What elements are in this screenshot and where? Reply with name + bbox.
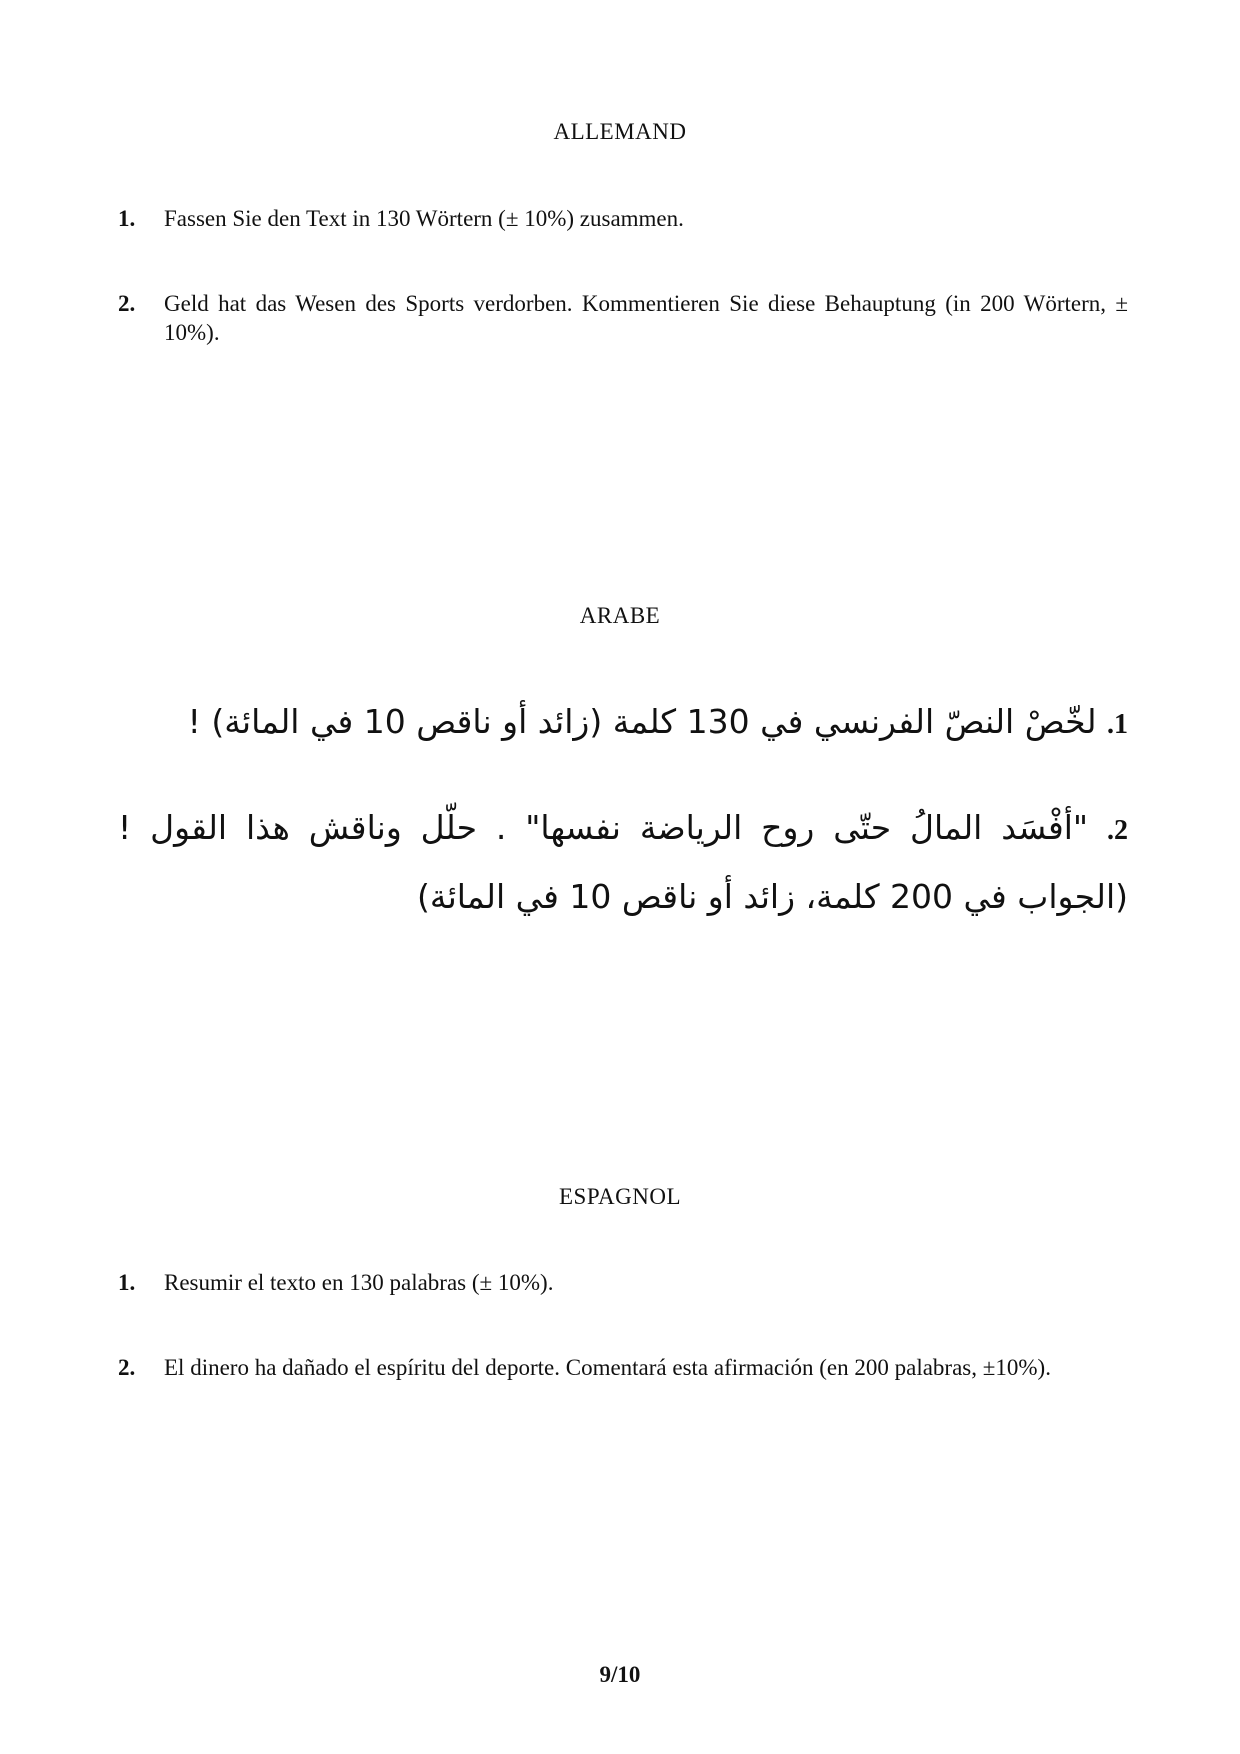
- question-text: "أفْسَد المالُ حتّى روح الرياضة نفسها" . حلّل وناقش هذا القول ! (الجواب في 200 كلمة، زائد أو ناقص 10 في المائة): [118, 808, 1128, 916]
- arabe-question-1: [118, 689, 1128, 758]
- question-text: Fassen Sie den Text in 130 Wörtern (± 10%) zusammen.: [164, 206, 684, 231]
- question-number: 1.: [118, 1270, 136, 1295]
- question-number: 1.: [118, 206, 136, 231]
- section-title-espagnol: ESPAGNOL: [558, 1184, 681, 1209]
- espagnol-question-2: [118, 1353, 1128, 1382]
- question-text: Resumir el texto en 130 palabras (± 10%).: [164, 1270, 554, 1295]
- question-number: 2.: [1107, 815, 1128, 846]
- espagnol-question-1: [118, 1268, 1128, 1297]
- arabe-question-2: [118, 795, 1128, 930]
- section-title-allemand: ALLEMAND: [553, 119, 687, 144]
- question-text: Geld hat das Wesen des Sports verdorben. Kommentieren Sie diese Behauptung (in 200 Wörtern, ± 10%).: [164, 291, 1128, 345]
- question-number: 2.: [118, 291, 136, 316]
- allemand-question-2: [118, 289, 1128, 347]
- question-number: 2.: [118, 1355, 136, 1380]
- page-number: 9/10: [599, 1662, 641, 1687]
- question-text: لخّصْ النصّ الفرنسي في 130 كلمة (زائد أو ناقص 10 في المائة) !: [187, 702, 1097, 741]
- allemand-question-1: [118, 204, 1128, 233]
- question-number: 1.: [1107, 709, 1128, 740]
- question-text: El dinero ha dañado el espíritu del deporte. Comentará esta afirmación (en 200 palabras, ±10%).: [164, 1355, 1051, 1380]
- section-title-arabe: ARABE: [579, 603, 661, 628]
